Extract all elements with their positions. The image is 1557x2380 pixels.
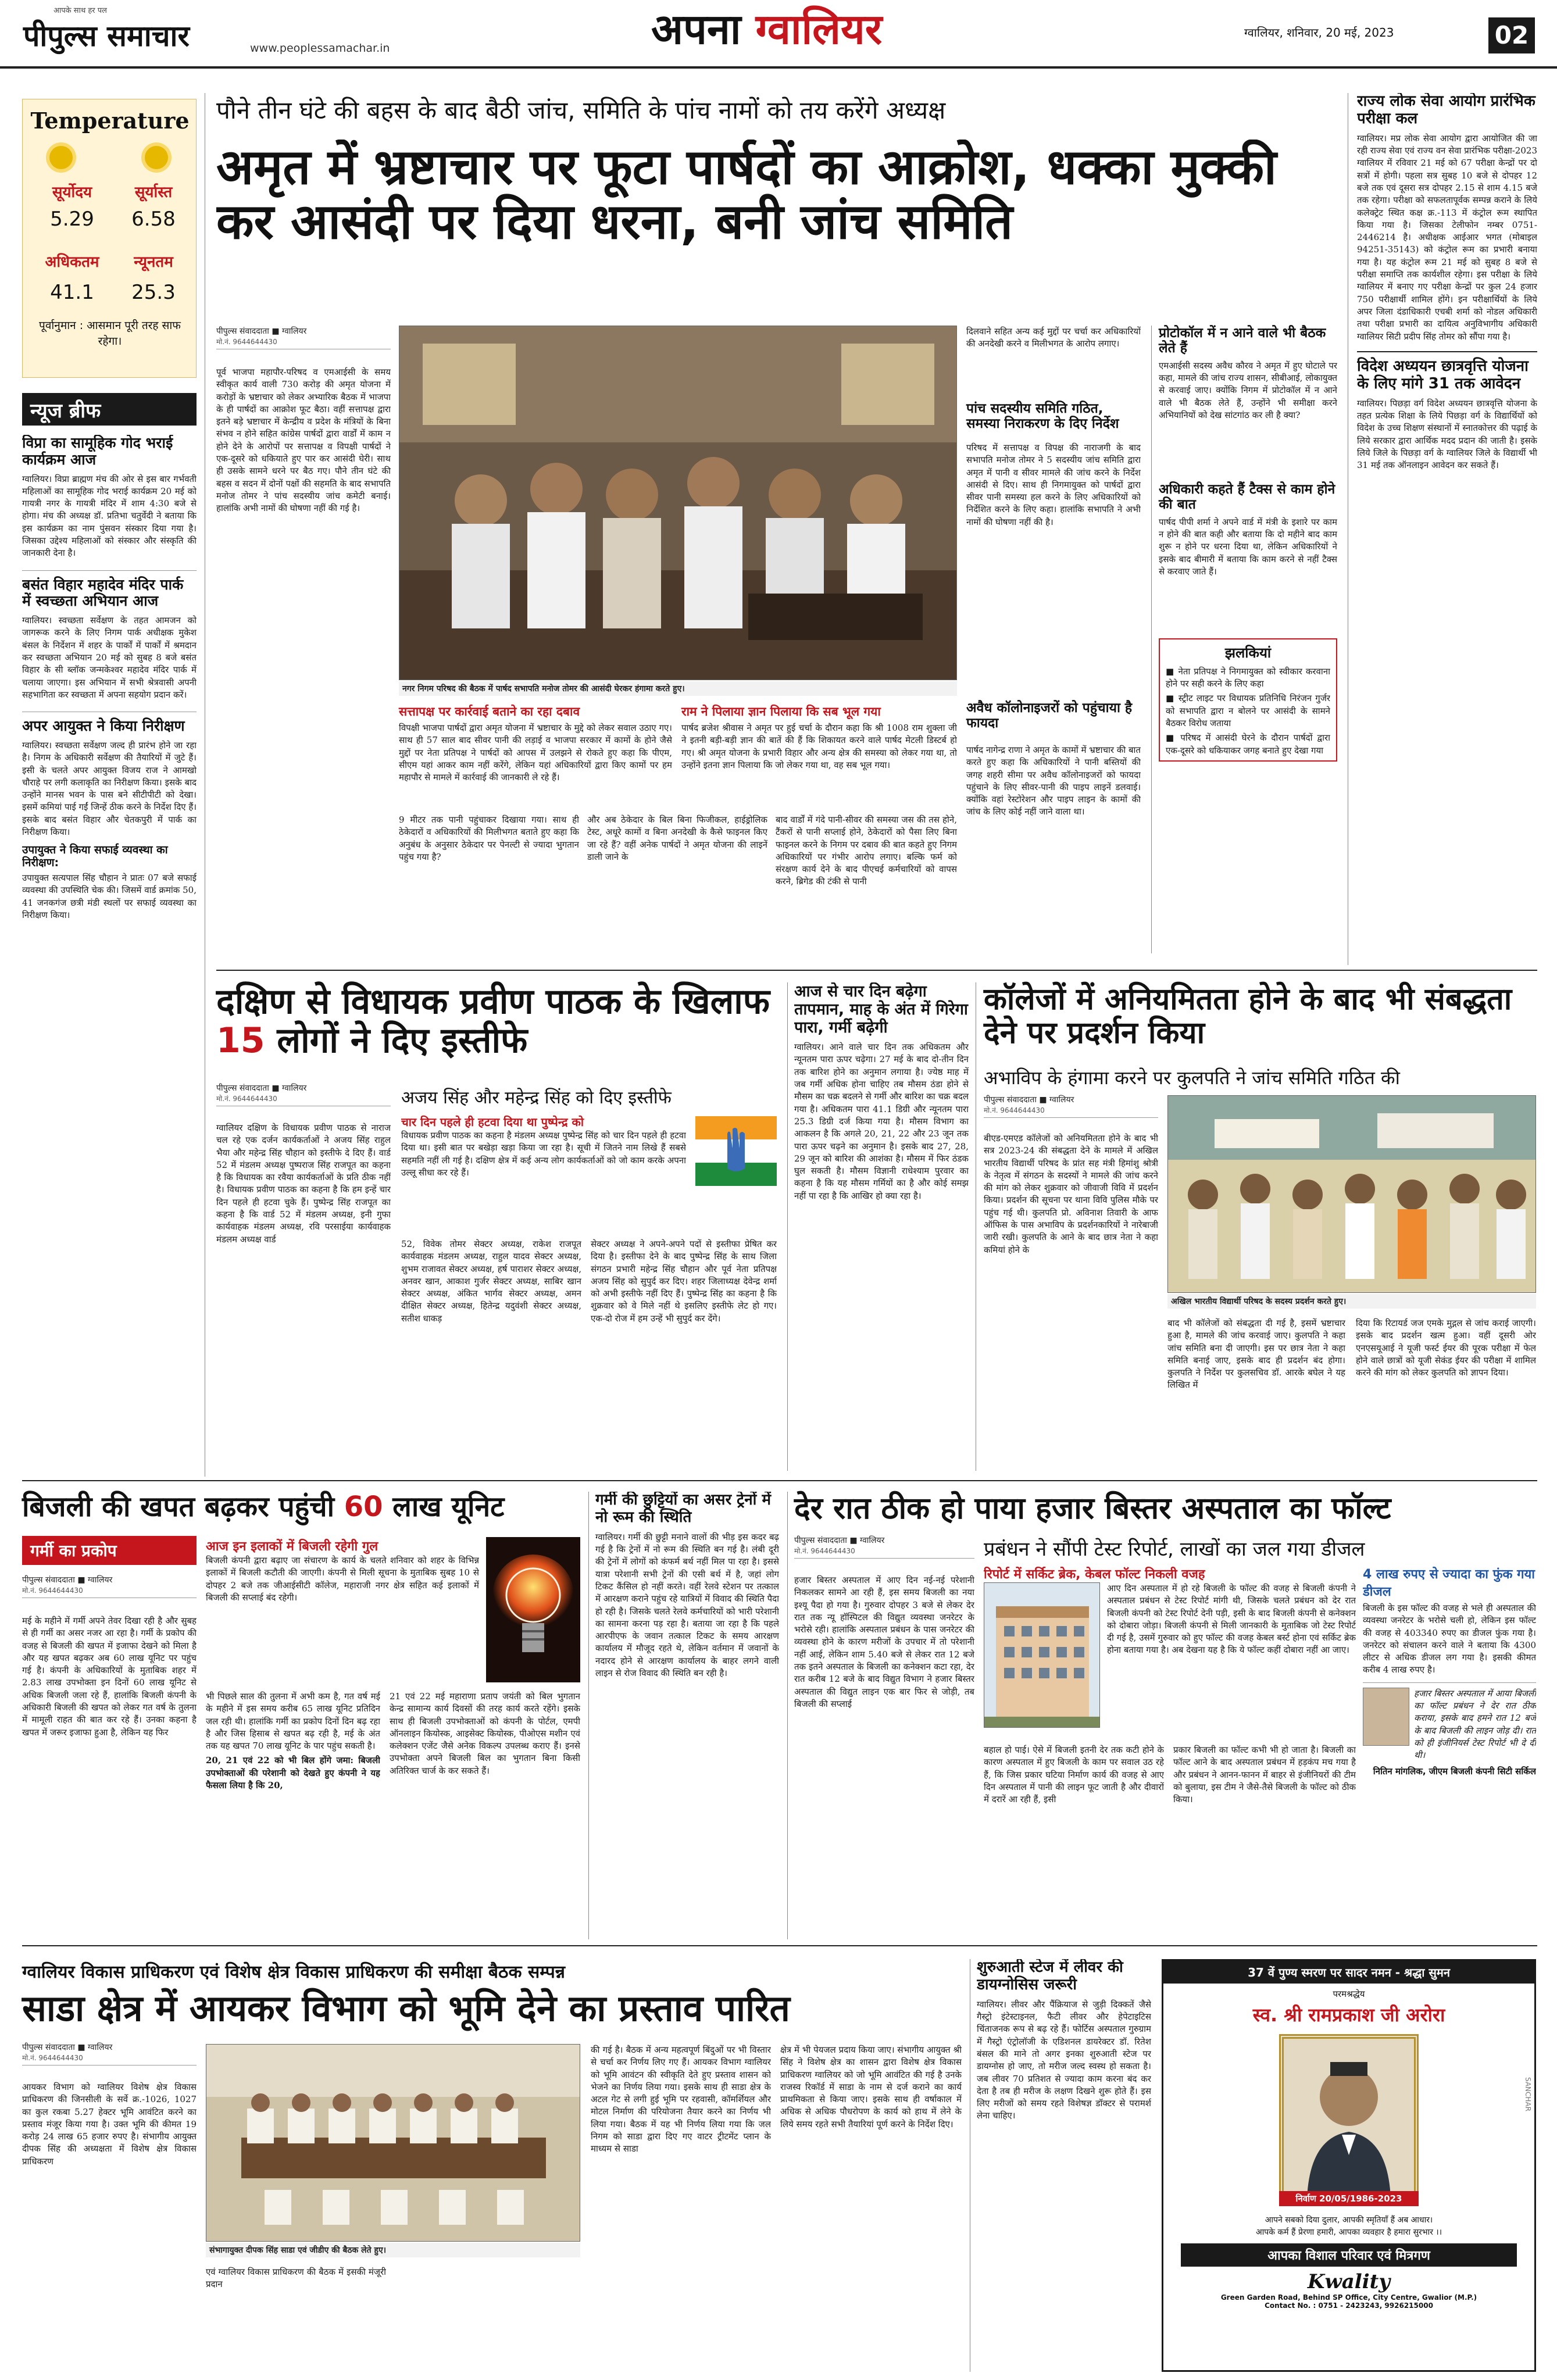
power-col1: मई के महीने में गर्मी अपने तेवर दिखा रही है और सुबह से ही गर्मी का असर नजर आ रहा है। गर्मी के प्रकोप की वजह से बिजली की खपत में इजाफा देखने को मिला है और यह खपत बढ़कर अब 60 लाख यूनिट पर पहुंच गई है। कंपनी के अधिकारियों के मुताबिक शहर में 2.83 लाख उपभोक्ता इन दिनों 60 लाख यूनिट से अधिक बिजली जला रहे हैं, हालांकि बिजली कंपनी के अधिकारी बिजली की खपत को लेकर गत वर्ष के तुलना में मामूली राहत की बात कर रहे हैं। उनका कहना है खपत में जरूर इजाफा हुआ है, लेकिन यह फिर — [22, 1616, 197, 1738]
highlights-box — [1159, 638, 1337, 762]
ad-quote-line2: आपके कर्म हैं प्रेरणा हमारी, आपका व्यवहार है हमारा सुरभार ।। — [1255, 2228, 1442, 2237]
news-brief-column — [22, 435, 197, 1470]
psc-exam-text: ग्वालियर। मप्र लोक सेवा आयोग द्वारा आयोजित की जा रही राज्य सेवा एवं राज्य वन सेवा प्रारंभिक परीक्षा-2023 ग्वालियर में रविवार 21 मई को 67 परीक्षा केन्द्रों पर दो सत्रों में होगी। पहला सत्र सुबह 10 बजे से दोपहर 12 बजे तक एवं दूसरा सत्र दोपहर 2.15 से शाम 4.15 बजे तक रहेगा। परीक्षा को सफलतापूर्वक सम्पन्न कराने के लिये कलेक्ट्रेट स्थित कक्ष क्र.-113 में कंट्रोल रूम स्थापित किया गया है। जिसका टेलीफोन नम्बर 0751-2446214 है। अधीक्षक आईआर भगत (मोबाइल 94251-35143) को कंट्रोल रूम का प्रभारी बनाया गया है। यह कंट्रोल रूम 21 मई को सुबह 8 बजे से परीक्षा समाप्ति तक कार्यशील रहेगा। इस परीक्षा के लिये ग्वालियर में बनाए गए परीक्षा केन्द्रों पर कुल 24 हजार 750 परीक्षार्थी शामिल होंगे। इन परीक्षार्थियों के लिये अपर जिला दंडाधिकारी एचबी शर्मा को नोडल अधिकारी तथा परीक्षा प्रभारी का दायित्व अनुविभागीय अधिकारी ग्वालियर सिटी प्रदीप सिंह तोमर को सौंपा गया है। — [1357, 133, 1537, 342]
section-divider — [22, 1945, 1537, 1946]
college-headline: कॉलेजों में अनियमितता होने के बाद भी संबद्धता देने पर प्रदर्शन किया — [984, 982, 1512, 1051]
sub-box-ruling — [399, 703, 672, 821]
hospital-col3: प्रकार बिजली का फॉल्ट कभी भी हो जाता है। बिजली का फॉल्ट आने के बाद अस्पताल प्रबंधन में हड़कंप मच गया है और प्रबंधन ने आनन-फानन में बाहर से इंजीनियरों की टीम को बुलाया, इस टीम ने जैसे-तैसे बिजली के फॉल्ट को ठीक किया। — [1173, 1745, 1356, 1805]
highlight-item: ■ परिषद में आसंदी घेरने के दौरान पार्षदों द्वारा एक-दूसरे को धकियाकर जगह बनाते हुए देखा गया — [1166, 732, 1330, 756]
brief-text: ग्वालियर। स्वच्छता सर्वेक्षण जल्द ही प्रारंभ होने जा रहा है। निगम के अधिकारी सर्वेक्षण की तैयारियों में जुटे हैं। इसी के चलते अपर आयुक्त विजय राज ने आमखो चौराहे पर लगी कलाकृति का निरीक्षण किया। इसके बाद उन्होंने मानस भवन के पास बने सीटीपीटी को देखा। इसमें कमियां पाई गईं जिन्हें ठीक करने के निर्देश दिए हैं। इसके बाद बसंत विहार और चेतकपुरी में पार्क का निरीक्षण किया। — [22, 739, 197, 837]
protest-photo — [1167, 1095, 1536, 1293]
section-title — [651, 5, 883, 53]
diesel-head: 4 लाख रुपए से ज्यादा का फुंक गया डीजल — [1363, 1567, 1535, 1599]
lead-col3: 9 मीटर तक पानी पहुंचाकर दिखाया गया। साथ ही ठेकेदारों व अधिकारियों की मिलीभगत बताते हुए कहा कि अनुबंध के अनुसार ठेकेदार पर पेनल्टी से ज्यादा भुगतान पहुंच गया है? — [399, 814, 579, 862]
brief-headline: बसंत विहार महादेव मंदिर पार्क में स्वच्छता अभियान आज — [22, 570, 197, 610]
sada-col2: एवं ग्वालियर विकास प्राधिकरण की बैठक में इसकी मंजूरी प्रदान — [206, 2267, 386, 2290]
tribute-ad — [1162, 1959, 1536, 2372]
ad-brand: Kwality — [1307, 2270, 1391, 2293]
brief-headline: विप्रा का सामूहिक गोद भराई कार्यक्रम आज — [22, 435, 173, 468]
liver-text: ग्वालियर। लीवर और पैंक्रियाज से जुड़ी दिक्कतें जैसे गैस्ट्रो इंटेस्टाइनल, फैटी लीवर और हेपेटाइटिस चिंताजनक रूप से बढ़ रहे हैं। फोर्टिस अस्पताल गुरुग्राम में गैस्ट्रो एंट्रोलॉजी के एडिशनल डायरेक्टर डॉ. रितेश बंसल की माने तो अगर इनका शुरुआती स्टेज पर डायग्नोस हो जाए, तो मरीज जल्द स्वस्थ हो सकता है। जब लीवर 70 प्रतिशत से ज्यादा काम करना बंद कर देता है तब ही मरीज के लक्षण दिखने शुरू होते हैं। इस लिए मरीजों को समय रहते विशेषज्ञ डॉक्टर से परामर्श लेना चाहिए। — [977, 1999, 1151, 2121]
sunset-label: सूर्यास्त — [134, 184, 173, 201]
max-label: अधिकतम — [45, 253, 99, 271]
masthead — [0, 0, 1557, 69]
portrait-frame — [1279, 2034, 1419, 2203]
column-divider — [787, 982, 788, 1471]
weather-title: Temperature — [30, 108, 190, 134]
lead-headline: अमृत में भ्रष्टाचार पर फूटा पार्षदों का आक्रोश, धक्का मुक्की कर आसंदी पर दिया धरना, बनी जांच समिति — [216, 140, 1277, 251]
ad-side-label: SANCHAR — [1524, 2077, 1532, 2111]
lead-byline — [216, 326, 391, 353]
lead-col5: बाद वार्डों में गंदे पानी-सीवर की समस्या जस की तस होने, टैंकरों से पानी सप्लाई होने, ठेकेदारों को पैसा लिए बिना फाइनल करने के निगम पर दबाव की बात कहते हुए निगम अधिकारियों पर गंभीर आरोप लगाए। बल्कि फर्म को संरक्षण कार्य देने के बाद पीएचई कर्मचारियों को वापस करने, ब्रिगेड की टंकी से पानी — [776, 814, 957, 887]
lead-col6: दिलवाने सहित अन्य कई मुद्दों पर चर्चा कर अधिकारियों की अनदेखी करने व मिलीभगत के आरोप लगाए। — [966, 326, 1141, 349]
power-col2 — [206, 1691, 380, 1935]
pathak-col3: सेक्टर अध्यक्ष ने अपने-अपने पदों से इस्तीफा प्रेषित कर दिया है। इस्तीफा देने के बाद पुष्पेन्द्र सिंह के साथ जिला संगठन प्रभारी महेन्द्र सिंह चौहान और पूर्व नेता प्रतिपक्ष अजय सिंह को सुपुर्द कर दिए। शहर जिलाध्यक्ष देवेन्द्र शर्मा को अभी इस्तीफे नहीं दिए हैं। पुष्पेन्द्र सिंह का कहना है कि शुक्रवार को वे मिले नहीं थे इसलिए इस्तीफे लेट हो गए। एक-दो रोज में हम उन्हें भी सुपुर्द कर देंगे। — [591, 1239, 777, 1324]
paper-tagline: आपके साथ हर पल — [53, 6, 107, 15]
congress-hand-icon — [695, 1116, 777, 1186]
hospital-building-photo — [984, 1582, 1100, 1728]
sub-head: अवैध कॉलोनाइजरों को पहुंचाया है फायदा — [966, 701, 1133, 731]
sub-text: एमआईसी सदस्य अवैध कौरव ने अमृत में हुए घोटाले पर कहा, मामले की जांच राज्य शासन, सीबीआई, लोकायुक्त से करवाई जाए। क्योंकि निगम में प्रोटोकॉल में न आने वाले भी बैठक लेते हैं, उन्होंने भी समीक्षा करने अभियानियों को देख सांटगांठ कर ली है क्या? — [1159, 360, 1337, 421]
sub-head: प्रोटोकॉल में न आने वाले भी बैठक लेते हैं — [1159, 326, 1326, 356]
power-tag: गर्मी का प्रकोप — [22, 1536, 197, 1565]
headline-number: 15 — [216, 1020, 265, 1062]
power-box — [206, 1537, 479, 1682]
brief-text: ग्वालियर। स्वच्छता सर्वेक्षण के तहत आमजन को जागरूक करने के लिए निगम पार्क अधीक्षक मुकेश बंसल के निर्देशन में शहर के पार्कों में पार्कों में श्रमदान कर स्वच्छता अभियान 20 मई को सुबह 8 बजे बसंत विहार के सी ब्लॉक जन्मकेश्वर महादेव मंदिर पार्क में चलाया जाएगा। इस अभियान में सभी श्रेत्रवासी अपनी सहभागिता कर स्वच्छता में अपना सहयोग प्रदान करें। — [22, 615, 197, 700]
news-brief-header: न्यूज ब्रीफ — [22, 393, 197, 426]
power-box-head: आज इन इलाकों में बिजली रहेगी गुल — [206, 1539, 378, 1554]
liver-headline: शुरुआती स्टेज में लीवर की डायग्नोसिस जरूरी — [977, 1959, 1123, 1993]
psc-exam-headline: राज्य लोक सेवा आयोग प्रारंभिक परीक्षा कल — [1357, 93, 1535, 127]
sub-head: पांच सदस्यीय समिति गठित, समस्या निराकरण के दिए निर्देश — [966, 401, 1119, 432]
page-number: 02 — [1488, 17, 1535, 53]
pathak-box — [401, 1114, 686, 1230]
pathak-col2: 52, विवेक तोमर सेक्टर अध्यक्ष, राकेश राजपूत कार्यवाहक मंडलम अध्यक्ष, राहुल यादव सेक्टर अध्यक्ष, शुभम राजावत सेक्टर अध्यक्ष, हर्ष पाराशर सेक्टर अध्यक्ष, अनवर खान, आकाश गुर्जर सेक्टर अध्यक्ष, साबिर खान सेक्टर अध्यक्ष, अंकित भार्गव सेक्टर अध्यक्ष, अमन दीक्षित सेक्टर अध्यक्ष, हितेन्द्र यदुवंशी सेक्टर अध्यक्ष, सतीश धाकड़ — [401, 1239, 581, 1324]
sada-col3: की गई है। बैठक में अन्य महत्वपूर्ण बिंदुओं पर भी विस्तार से चर्चा कर निर्णय लिए गए हैं। आयकर विभाग ग्वालियर को भूमि आवंटन की स्वीकृति देते हुए प्रस्ताव शासन को भेजने का निर्णय लिया गया। इसके साथ ही साडा क्षेत्र के अटल गेट से लगी हुई भूमि पर रहवासी, कॉमर्शियल और मोटल निर्माण की परियोजना तैयार करने का निर्णय भी लिया गया। बैठक में यह भी निर्णय लिया गया कि जल निगम को साडा द्वारा दिए गए वाटर ट्रीटमेंट प्लान के माध्यम से साडा — [591, 2045, 771, 2154]
pathak-box-head: चार दिन पहले ही हटवा दिया था पुष्पेन्द्र को — [401, 1115, 584, 1129]
column-divider — [588, 1492, 589, 1939]
protocol-box — [1151, 326, 1337, 953]
college-col1: बीएड-एमएड कॉलेजों को अनियमितता होने के बाद भी सत्र 2023-24 की संबद्धता देने के मामले में अखिल भारतीय विद्यार्थी परिषद के प्रांत सह मंत्री हिमांशु श्रोत्री के नेतृत्व में संगठन के सदस्यों ने मामले की जांच करने की मांग को लेकर शुक्रवार को जीवाजी विवि में प्रदर्शन किया। प्रदर्शन की सूचना पर थाना विवि पुलिस मौके पर पहुंच गई थी। कुलपति प्रो. अविनाश तिवारी के आफ ऑफिस के पास अभाविप के प्रदर्शनकारियों ने नारेबाजी जारी रखी। कुलपति के आने के बाद छात्र नेता ने कहा कमियां होने के — [984, 1133, 1158, 1255]
brief-text: ग्वालियर। विप्रा ब्राह्मण मंच की ओर से इस बार गर्भवती महिलाओं का सामूहिक गोद भराई कार्यक्रम 20 मई को गायत्री नगर के गायत्री मंदिर में शाम 4:30 बजे से होगा। मंच की अध्यक्ष डॉ. प्रतिभा चतुर्वेदी ने बताया कि इस कार्यक्रम का नाम पुंसवन संस्कार दिया गया है। जिसका उद्देश्य महिलाओं को संस्कार और संस्कृति की जानकारी देना है। — [22, 473, 197, 559]
ad-contact: Contact No. : 0751 - 2423243, 9926215000 — [1265, 2302, 1433, 2310]
sada-kicker: ग्वालियर विकास प्राधिकरण एवं विशेष क्षेत्र विकास प्राधिकरण की समीक्षा बैठक सम्पन्न — [22, 1962, 565, 1982]
power-col2-text: भी पिछले साल की तुलना में अभी कम है, गत वर्ष मई के महीने में इस समय करीब 65 लाख यूनिट प्रतिदिन जल रही थी। हालांकि गर्मी का प्रकोप दिनों दिन बढ़ रहा है और जिस हिसाब से खपत बढ़ रही है, मई के अंत तक यह खपत 70 लाख यूनिट के पार पहुंच सकती है। — [206, 1691, 380, 1752]
protest-photo-caption: अखिल भारतीय विद्यार्थी परिषद के सदस्य प्रदर्शन करते हुए। — [1167, 1294, 1536, 1309]
ad-quote-line1: आपने सबको दिया दुलार, आपकी स्मृतियाँ हैं अब आधार। — [1265, 2215, 1433, 2225]
college-col3: दिया कि रिटायर्ड जज एमके मुद्गल से जांच कराई जाएगी। इसके बाद प्रदर्शन खत्म हुआ। वहीं दूसरी ओर एनएसयूआई ने यूजी फर्स्ट ईयर की पूरक परीक्षा में फेल होने वाले छात्रों को यूजी सेकंड ईयर की परीक्षा में शामिल करने की मांग को लेकर कुलपति को ज्ञापन दिया। — [1356, 1318, 1536, 1378]
section-divider — [22, 1480, 1537, 1481]
section-title-part2: ग्वालियर — [755, 5, 883, 53]
hospital-col1: हजार बिस्तर अस्पताल में आए दिन नई-नई परेशानी निकलकर सामने आ रही हैं, इस समय बिजली का नया इश्यू पैदा हो गया है। गुरुवार दोपहर 3 बजे से लेकर देर रात तक न्यू हॉस्पिटल की विद्युत व्यवस्था जनरेटर के भरोसे रही। हालांकि अस्पताल प्रबंधन के पास जनरेटर की व्यवस्था होने के कारण मरीजों के उपचार में तो परेशानी नहीं आई, लेकिन शाम 5.40 बजे से लेकर रात 12 बजे तक इतने अस्पताल के बिजली का कनेक्शन कटा रहा, देर रात करीब 12 बजे के बाद विद्युत विभाग ने हजार बिस्तर अस्पताल की विद्युत लाइन एक बार फिर से जोड़ी, तब बिजली की सप्लाई — [794, 1575, 974, 1709]
lead-kicker: पौने तीन घंटे की बहस के बाद बैठी जांच, समिति के पांच नामों को तय करेंगे अध्यक्ष — [216, 96, 946, 124]
power-col3: 21 एवं 22 मई महाराणा प्रताप जयंती को बिल भुगतान केन्द्र सामान्य कार्य दिवसों की तरह कार्य करते रहेंगे। इसके साथ ही बिजली उपभोक्ताओं को कंपनी के पोर्टल, एमपी ऑनलाइन कियोस्क, आइसेक्ट कियोस्क, पीओएस मशीन एवं कलेक्शन एजेंट जैसे अनेक विकल्प उपलब्ध कराए हैं। इनसे उपभोक्ता अपने बिजली बिल का भुगतान बिना किसी अतिरिक्त चार्ज के कर सकते हैं। — [390, 1691, 580, 1776]
sun-icon — [49, 146, 73, 169]
sada-col4: क्षेत्र में भी पेयजल प्रदाय किया जाए। संभागीय आयुक्त श्री सिंह ने विशेष क्षेत्र का शासन द्वारा विशेष क्षेत्र विकास प्राधिकरण ग्वालियर को जो भूमि आवंटित की गई है उनके राजस्व रिकॉर्ड में साडा के नाम से दर्ज कराने का कार्य प्राथमिकता से किया जाए। इसके साथ ही वर्षाकाल में अधिक से अधिक पौधरोपण के कार्य को हाथ में लेने के लिये समय रहते सभी तैयारियां पूर्ण करने के निर्देश दिए। — [780, 2045, 962, 2129]
hospital-headline: देर रात ठीक हो पाया हजार बिस्तर अस्पताल का फॉल्ट — [794, 1491, 1391, 1526]
highlight-item: ■ स्ट्रीट लाइट पर विधायक प्रतिनिधि निरंजन गुर्जर को सभापति द्वारा न बोलने पर आसंदी के सामने बैठकर विरोध जताया — [1166, 693, 1330, 728]
scholarship-text: ग्वालियर। पिछड़ा वर्ग विदेश अध्ययन छात्रवृत्ति योजना के तहत प्रत्येक शिक्षा के लिये पिछड़ा वर्ग के विद्यार्थियों को विदेश के उच्च शिक्षण संस्थानों में स्नातकोत्तर की पढ़ाई के लिये सरकार द्वारा आर्थिक मदद प्रदान की जाती है। इसके लिये जिले के पिछड़ा वर्ग के ग्वालियर जिले के विद्यार्थी भी 31 मई तक ऑनलाइन आवेदन कर सकते हैं। — [1357, 398, 1537, 471]
weather-box — [22, 99, 197, 378]
highlight-item: ■ नेता प्रतिपक्ष ने निगमायुक्त को स्वीकार करवाना होने पर सही करने के लिए कहा — [1166, 666, 1330, 689]
sunset-value: 6.58 — [131, 208, 176, 231]
hospital-box-text: आए दिन अस्पताल में हो रहे बिजली के फॉल्ट की वजह से बिजली कंपनी ने अस्पताल प्रबंधन से टेस्ट रिपोर्ट मांगी थी, जिसके चलते प्रबंधन को देर रात बिजली कंपनी को टेस्ट रिपोर्ट देनी पड़ी, इसी के बाद बिजली कंपनी से कनेक्शन को दोबारा जोड़ा। बिजली कंपनी से मिली जानकारी के मुताबिक जो टेस्ट रिपोर्ट दी गई है, उसमें गुरुवार को हुए फॉल्ट की वजह केबल बर्स्ट होना एवं सर्किट ब्रेक होना बताया गया है। अब देखना यह है कि ये फॉल्ट कहीं दोबारा नहीं आ जाए। — [1107, 1583, 1356, 1656]
weather-story — [794, 982, 969, 1471]
sunrise-value: 5.29 — [50, 208, 94, 231]
brief-headline: उपायुक्त ने किया सफाई व्यवस्था का निरीक्षण: — [22, 844, 168, 870]
sada-headline: साडा क्षेत्र में आयकर विभाग को भूमि देने का प्रस्ताव पारित — [22, 1987, 790, 2029]
council-meeting-photo — [399, 326, 957, 680]
pathak-subhead: अजय सिंह और महेन्द्र सिंह को दिए इस्तीफे — [401, 1088, 672, 1108]
website-link[interactable]: www.peoplessamachar.in — [250, 42, 390, 55]
lead-col1: पूर्व भाजपा महापौर-परिषद व एमआईसी के समय स्वीकृत कार्य वाली 730 करोड़ की अमृत योजना में करोड़ों के भ्रष्टाचार को लेकर अभ्यारिक बैठक में भाजपा के ही पार्षदों का आक्रोश फूट बैठा। वहीं सत्तापक्ष द्वारा इतने बड़े भ्रष्टाचार में केन्द्रीय व प्रदेश के मंत्रियों के बिना संभव न होने सहित कांग्रेस पार्षदों द्वारा वार्डों में काम न होने देने के आरोपों पर सत्तापक्ष व विपक्षी पार्षदों ने एक-दूसरे को धकियाते हुए पार कर आसंदी घेरी। साथ ही उसके सामने धरने पर बैठ गए। पौने तीन घंटे की बहस व सदन में दोनों पक्षों की सहमति के बाद सभापति मनोज तोमर ने पांच सदस्यीय जांच कमेटी बनाई। हालांकि अभी नामों की घोषणा नहीं की गई है। — [216, 367, 391, 514]
brief-headline: अपर आयुक्त ने किया निरीक्षण — [22, 712, 197, 735]
sub-text: विपक्षी भाजपा पार्षदों द्वारा अमृत योजना में भ्रष्टाचार के मुद्दे को लेकर सवाल उठाए गए। साथ ही 57 साल बाद सीवर पानी की लड़ाई व भाजपा सरकार में कामों के होने जैसे मुद्दों पर नेता प्रतिपक्ष ने पार्षदों को आपस में उलझने से रोकते हुए कहा कि पीएम, सीएम यहां आकर काम नहीं करेंगे, लेकिन यहां अधिकारियों द्वारा किए कामों पर हम महापौर से मामले में कार्रवाई की जानकारी ले रहे हैं। — [399, 723, 672, 783]
pathak-headline: दक्षिण से विधायक प्रवीण पाठक के खिलाफ 15 लोगों ने दिए इस्तीफे — [216, 981, 770, 1062]
section-title-part1: अपना — [651, 5, 741, 53]
trains-text: ग्वालियर। गर्मी की छुट्टी मनाने वालों की भीड़ इस कदर बढ़ गई है कि ट्रेनों में नो रूम की स्थिति बन गई है। लंबी दूरी की ट्रेनों में लोगों को कंफर्म बर्थ नहीं मिल पा रहा है। इससे यात्रा परेशानी सभी ट्रेनों की एसी बर्थ में है, जहां लोग टिकट कैंसिल हो नहीं करते। वहीं रेलवे स्टेशन पर तत्काल में आरक्षण कराने पहुंच रहे यात्रियों में विवाद की स्थिति पैदा हो रही है। जिसके चलते रेलवे कर्मचारियों को भारी परेशानी का सामना करना पड़ रहा है। बताया जा रहा है कि पहले आरपीएफ के जवान तत्काल टिकट के समय आरक्षण कार्यालय में मौजूद रहते थे, लेकिन वर्तमान में जवानों के नदारद होने से आरक्षण कार्यालय के बाहर लगने वाली लाइन से रोज विवाद की स्थिति बन रही है। — [595, 1531, 779, 1679]
right-column — [1357, 93, 1537, 965]
column-divider — [787, 1492, 788, 1939]
power-box-text: बिजली कंपनी द्वारा बढ़ाए जा संचारण के कार्य के चलते शनिवार को शहर के विभिन्न इलाकों में बिजली कटौती की जाएगी। कंपनी से मिली सूचना के मुताबिक सुबह 10 से दोपहर 2 बजे तक जीआईसीटी कॉलेज, महाराजी नगर क्षेत्र सहित कई इलाकों में बिजली की सप्लाई बंद रहेगी। — [206, 1555, 479, 1603]
bulb-icon — [486, 1537, 580, 1682]
weather-story-headline: आज से चार दिन बढ़ेगा तापमान, माह के अंत में गिरेगा पारा, गर्मी बढ़ेगी — [794, 982, 968, 1037]
meeting-photo-caption: संभागायुक्त दीपक सिंह साडा एवं जीडीए की बैठक लेते हुए। — [206, 2243, 580, 2257]
power-byline: पीपुल्स संवाददाता ■ ग्वालियर मो.नं. 9644644430 — [22, 1574, 197, 1602]
hospital-col2: बहाल हो पाई। ऐसे में बिजली इतनी देर तक कटी होने के कारण अस्पताल में हुए बिजली के काम पर सवाल उठ रहे हैं, कि जिस प्रकार घटिया निर्माण कार्य की वजह से आए दिन अस्पताल में पानी की लाइन फूट जाती है और दीवारों में दरारें आ रही हैं, इसी — [984, 1745, 1164, 1805]
ad-quote — [1163, 2214, 1534, 2239]
diesel-text: बिजली के इस फॉल्ट की वजह से भले ही अस्पताल की व्यवस्था जनरेटर के भरोसे चली हो, लेकिन इस फॉल्ट की वजह से 403340 रुपए का डीजल फुंक गया है। जनरेटर को संचालन करने वाले ने बताया कि 4300 लीटर से अधिक डीजल लग गया है। इसकी कीमत करीब 4 लाख रुपए है। — [1363, 1603, 1536, 1675]
liver-story — [977, 1959, 1151, 2372]
sub-head: राम ने पिलाया ज्ञान पिलाया कि सब भूल गया — [681, 705, 881, 719]
trains-story — [595, 1492, 779, 1939]
ad-address: Green Garden Road, Behind SP Office, City Centre, Gwalior (M.P.) — [1220, 2293, 1477, 2302]
max-value: 41.1 — [50, 281, 94, 304]
hospital-subhead: प्रबंधन ने सौंपी टेस्ट रिपोर्ट, लाखों का जल गया डीजल — [984, 1538, 1365, 1561]
ad-death-date: निर्वाण 20/05/1986-2023 — [1279, 2191, 1419, 2206]
council-photo-caption: नगर निगम परिषद की बैठक में पार्षद सभापति मनोज तोमर की आसंदी घेरकर हंगामा करते हुए। — [399, 681, 957, 696]
weather-story-text: ग्वालियर। आने वाले चार दिन तक अधिकतम और न्यूनतम पारा ऊपर चढ़ेगा। 27 मई के बाद दो-तीन दिन तक बारिश होने का अनुमान लगाया है। ज्येष्ठ माह में जब गर्मी अधिक होना चाहिए तब मौसम ठंडा होने से मौसम का चक्र बदलने से गर्मी और बारिश का चक्र बदल गया है। अधिकतम पारा 41.1 डिग्री और न्यूनतम पारा 25.3 डिग्री दर्ज किया गया है। मौसम विभाग का आकलन है कि अगले 20, 21, 22 और 23 जून तक पारा ऊपर चढ़ने का अनुमान है। इसके बाद 27, 28, 29 जून को बारिश की आशंका है। मौसम में फिर ठंडक घुल सकती है। मौसम विज्ञानी राधेश्याम पुरवार का कहना है कि यह मौसम गर्मियों का है और कोई समझ नहीं पा रहा है कि आखिर हो क्या रहा है। — [794, 1042, 969, 1201]
quote-author: नितिन मांगलिक, जीएम बिजली कंपनी सिटी सर्किल — [1373, 1766, 1536, 1777]
ad-top-line: 37 वें पुण्य स्मरण पर सादर नमन - श्रद्धा सुमन — [1163, 1961, 1534, 1984]
college-col2: बाद भी कॉलेजों को संबद्धता दी गई है, इसमें भ्रष्टाचार हुआ है, मामले की जांच करवाई जाए। कुलपति ने कहा जांच समिति बना दी जाएगी। इस पर छात्र नेता ने कहा समिति बनाई जाए, इसके बाद ही प्रदर्शन बंद होगा। कुलपति ने निर्देश पर कुलसचिव डॉ. आरके बघेल ने यह लिखित में — [1167, 1318, 1345, 1391]
college-byline: पीपुल्स संवाददाता ■ ग्वालियर मो.नं. 9644644430 — [984, 1094, 1158, 1121]
min-label: न्यूनतम — [134, 253, 173, 271]
sub-text: परिषद में सत्तापक्ष व विपक्ष की नाराजगी के बाद सभापति मनोज तोमर ने 5 सदस्यीय जांच समिति द्वारा अमृत में पानी व सीवर मामले की जांच करने के निर्देश आसंदी से दिए। साथ ही निगमायुक्त को पार्षदों द्वारा सीवर पानी समस्या हल करने के लिए अधिकारियों को निर्देशित करने के लिए कहा। हालांकि सभापति ने अभी नामों की घोषणा नहीं की है। — [966, 442, 1141, 527]
highlights-title: झलकियां — [1224, 644, 1272, 661]
pathak-box-text: विधायक प्रवीण पाठक का कहना है मंडलम अध्यक्ष पुष्पेन्द्र सिंह को चार दिन पहले ही हटवा दिया था। इसी बात पर बखेड़ा खड़ा किया जा रहा है। सूची में जितने नाम लिखे हैं सबसे सहमति नहीं ली गई है। दक्षिण क्षेत्र में कई अन्य लोग कार्यकर्ताओं को जो काम करके अपना उल्लू सीधा कर रहे हैं। — [401, 1130, 686, 1178]
section-divider — [216, 970, 1537, 971]
sunrise-label: सूर्योदय — [52, 184, 92, 201]
trains-headline: गर्मी की छुट्टियों का असर ट्रेनों में नो रूम की स्थिति — [595, 1492, 772, 1526]
power-col2b-text: 20, 21 एवं 22 को भी बिल होंगे जमा: बिजली उपभोक्ताओं की परेशानी को देखते हुए कंपनी ने यह फैसला लिया है कि 20, — [206, 1755, 380, 1791]
sada-col1: आयकर विभाग को ग्वालियर विशेष क्षेत्र विकास प्राधिकरण की जिनसीली के सर्वे क्र.-1026, 1027 का कुल रकबा 5.27 हेक्टर भूमि आवंटित करने का प्रस्ताव मंजूर किया गया है। उक्त भूमि की कीमत 19 करोड़ 24 लाख 65 हजार रुपए है। संभागीय आयुक्त दीपक सिंह की अध्यक्षता में विशेष क्षेत्र विकास प्राधिकरण — [22, 2082, 197, 2167]
min-value: 25.3 — [131, 281, 176, 304]
lead-col4: और अब ठेकेदार के बिल बिना फिजीकल, हाईड्रोलिक टेस्ट, अधूरे कामों व बिना अनदेखी के कैसे फाइनल किए जा रहे हैं? वहीं अनेक पार्षदों ने अमृत योजना की लाइनें डाली जाने के — [587, 814, 767, 862]
ad-family: आपका विशाल परिवार एवं मित्रगण — [1181, 2243, 1517, 2267]
hospital-byline: पीपुल्स संवाददाता ■ ग्वालियर मो.नं. 9644644430 — [794, 1535, 974, 1562]
byline-text: पीपुल्स संवाददाता ■ ग्वालियर — [216, 327, 307, 336]
quote-box — [1363, 1682, 1536, 1777]
diesel-box — [1363, 1565, 1536, 1935]
ad-name: स्व. श्री रामप्रकाश जी अरोरा — [1252, 2004, 1445, 2026]
college-subhead: अभाविप के हंगामा करने पर कुलपति ने जांच समिति गठित की — [984, 1067, 1400, 1089]
paper-logo: पीपुल्स समाचार — [23, 19, 190, 53]
sub-text: पार्षद पीपी शर्मा ने अपने वार्ड में मंत्री के इशारे पर काम न होने की बात कही और बताया कि दो महीने बाद काम शुरू न होने पर धरना दिया था, लेकिन अधिकारियों ने इसके बाद बीमारी में बताया कि काम करने से नहीं टैक्स से करवाए जाते हैं। — [1159, 516, 1337, 577]
byline-mobile: मो.नं. 9644644430 — [216, 338, 277, 346]
sub-head: सत्तापक्ष पर कार्रवाई बताने का रहा दबाव — [399, 705, 580, 719]
sub-text: पार्षद ब्रजेश श्रीवास ने अमृत पर हुई चर्चा के दौरान कहा कि श्री 1008 राम शुक्ला जी ने इतनी बड़ी-बड़ी ज्ञान की बातें की हैं कि शिकायत करने वाले पार्षद मेटली डिस्टर्ब हो गए। श्री अमृत योजना के प्रभारी विहार और अन्य क्षेत्र की समस्या को लेकर गया था, तो उन्होंने इतना ज्ञान पिलाया कि जो लेकर गया था, वह सब भूल गया। — [681, 723, 957, 770]
scholarship-headline: विदेश अध्ययन छात्रवृत्ति योजना के लिए मांगे 31 तक आवेदन — [1357, 351, 1537, 393]
issue-date: ग्वालियर, शनिवार, 20 मई, 2023 — [1244, 26, 1394, 40]
quote-text: हजार बिस्तर अस्पताल में आया बिजली का फॉल्ट प्रबंधन ने देर रात ठीक कराया, इसके बाद हमने रात 12 बजे के बाद बिजली की लाइन जोड़ दी। रात को ही इंजीनियर्स टेस्ट रिपोर्ट भी दे दी थी। — [1414, 1688, 1536, 1761]
sada-byline: पीपुल्स संवाददाता ■ ग्वालियर मो.नं. 9644644430 — [22, 2042, 197, 2069]
sub-box-ram — [681, 703, 957, 821]
pathak-byline: पीपुल्स संवाददाता ■ ग्वालियर मो.नं. 9644644430 — [216, 1082, 391, 1110]
hospital-report-box — [984, 1565, 1356, 1739]
forecast-text: पूर्वानुमान : आसमान पूरी तरह साफ रहेगा। — [39, 319, 181, 348]
sub-text: पार्षद नागेन्द्र राणा ने अमृत के कामों में भ्रष्टाचार की बात करते हुए कहा कि अधिकारियों ने पानी बस्तियों की जगह शहरी सीमा पर अवैध कॉलोनाइजरों को फायदा पहुंचाने के लिए सीवर-पानी की पाइप लाइनें डलवाई। क्योंकि वहां रेस्टोरेशन और पाइप लाइन के कामों की जांच के लिए कोई नहीं जाने वाला था। — [966, 745, 1141, 817]
avatar — [1363, 1688, 1409, 1746]
sun-icon — [145, 146, 168, 169]
power-headline: बिजली की खपत बढ़कर पहुंची 60 लाख यूनिट — [22, 1491, 505, 1523]
pathak-col1: ग्वालियर दक्षिण के विधायक प्रवीण पाठक से नाराज चल रहे एक दर्जन कार्यकर्ताओं ने अजय सिंह राहुल भैया और महेन्द्र सिंह चौहान को इस्तीफे दे दिए हैं। वार्ड 52 में मंडलम अध्यक्ष पुष्पराज सिंह राजपूत का कहना है कि विधायक का रवैया कार्यकर्ताओं के प्रति ठीक नहीं है। विधायक प्रवीण पाठक का कहना है कि हम इन्हें चार दिन पहले ही हटवा चुके हैं। पुष्पेन्द्र सिंह राजपूत का कहना है कि वार्ड 52 में मंडलम अध्यक्ष, इनी गुफा कार्यवाहक मंडलम अध्यक्ष, रवि परसाईया कार्यवाहक मंडलम अध्यक्ष वार्ड — [216, 1123, 391, 1245]
ad-honorific: परमश्रद्धेय — [1333, 1989, 1365, 1999]
hospital-box-head: रिपोर्ट में सर्किट ब्रेक, केबल फॉल्ट निकली वजह — [984, 1567, 1205, 1582]
meeting-photo — [206, 2044, 580, 2242]
sub-head: अधिकारी कहते हैं टैक्स से काम होने की बात — [1159, 481, 1335, 513]
headline-number: 60 — [344, 1491, 383, 1523]
brief-text: उपायुक्त सत्यपाल सिंह चौहान ने प्रातः 07 बजे सफाई व्यवस्था की उपस्थिति चेक की। जिसमें वार्ड क्रमांक 50, 41 जनकगंज छत्री मंडी स्थलों पर सफाई व्यवस्था का निरीक्षण किया। — [22, 872, 197, 920]
